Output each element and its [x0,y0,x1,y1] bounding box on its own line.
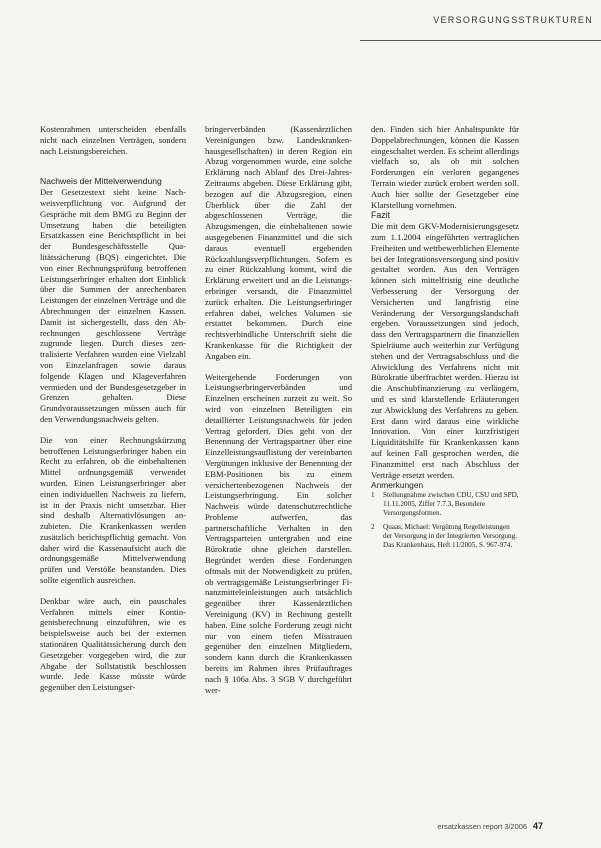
column-2 [205,124,352,695]
notes-title: Anmerkungen [371,480,424,491]
paragraph: den. Finden sich hier Anhaltspunkte für Doppelabrechnungen, können die Kassen eingeschaltet werden. Es scheint allerdings vielfach so, als ob mit solchen Forderungen ein verloren gegangenes Terrain wieder zurück erobert werden soll. Auch hier sollte der Gesetzgeber eine Klarstellung vornehmen. [371,124,519,210]
section-header: VERSORGUNGSSTRUKTUREN [433,15,593,25]
page-number: 47 [532,821,543,831]
footnote [371,491,519,518]
paragraph: bringerverbänden (Kassenärztlichen Vereinigungen bzw. Landeskrankenhausgesellschaften) in deren Region ein Abzug vorgenommen wurde, eine solche Erklärung nach Ablauf des Drei-Jahres-Zeitraums abgeben. Diese Erklärung gibt, bezogen auf die Abzugsregion, einen Überblick über die Zahl der abgeschlossenen Verträge, die Abzugsmengen, die einbehaltenen sowie ausgegebenen Finanzmittel und die sich daraus eventuell ergebenden Rückzahlungsverpflichtungen. Sofern es zu einer Rückzahlung kommt, wird die Erklärung erweitert und an die Leistungserbringer versandt, die Finanzmittel zurück erhalten. Die Leistungserbringer erfahren dabei, welches Volumen sie erstattet bekommen. Durch eine rechtsverbindliche Unterschrift sieht die Krankenkasse für die Richtigkeit der Angaben ein. [205,124,352,361]
paragraph: Denkbar wäre auch, ein pauschales Verfahren mittels einer Kontingentsberechnung einzuführen, wie es beispielsweise auch bei der externen stationären Qualitätssicherung durch den Gesetzgeber vorgegeben wird, die zur Abgabe der Sollstatistik beschlossen wurde. Jede Kasse müsste würde gegenüber den Leistungser- [40,595,186,693]
footnote [371,523,519,550]
page-footer [437,821,543,831]
column-3 [371,124,519,555]
header-rule [360,40,601,41]
paragraph: Der Gesetzestext sieht keine Nachweisverpflichtung vor. Aufgrund der Gespräche mit dem BMG zu Beginn der Umsetzung haben die beteiligten Ersatzkassen eine Berichtspflicht in bei der Bundesgeschäftsstelle Qualitätssicherung (BQS) eingerichtet. Die von einer Rechnungsprüfung betroffenen Leistungserbringer erhalten dort Einblick über die Summen der anrechenbaren Leistungen der einzelnen Verträge und die Abrechnungen der einzelnen Kassen. Damit ist sichergestellt, dass den Abrechnungen geschlossene Verträge zugrunde liegen. Durch dieses zentralisierte Verfahren wurden eine Vielzahl von Einzelanfragen sowie daraus folgende Klagen und Klageverfahren vermieden und der Bundesgesetzgeber in Grenzen gehalten. Diese Grundvoraussetzungen müssen auch für den Verwendungsnachweis gelten. [40,187,186,424]
subheading: Nachweis der Mittelverwendung [40,176,162,187]
paragraph: Weitergehende Forderungen von Leistungserbringerverbänden und Einzelnen erscheinen zurzeit zu weit. So wird von einzelnen Beteiligten ein detaillierter Leistungsnachweis für jeden Vertrag gefordert. Dies geht von der Benennung der Vertragspartner über eine Einzelleistungsauflistung der vereinbarten Vergütungen inklusive der Benennung der EBM-Positionen bis zu einem versichertenbezogenen Nachweis der Leistungserbringung. Ein solcher Nachweis würde datenschutzrechtliche Probleme aufwerfen, das partnerschaftliche Verhalten in den Vertragsparteien untergraben und eine Bürokratie ohne gleichen darstellen. Begründet werden diese Forderungen oftmals mit der Notwendigkeit zu prüfen, ob vertragsgemäße Leistungserbringer Finanzmitteleinleistungen auch tatsächlich gegenüber ihrer Kassenärztlichen Vereinigung (KV) in Rechnung gestellt haben. Eine solche Forderung zeugt nicht nur von einem tiefen Misstrauen gegenüber den einzelnen Mitgliedern, sondern kann durch die Krankenkassen bereits im Rahmen ihres Prüfauftrages nach § 106a Abs. 3 SGB V durchgeführt wer- [205,371,352,695]
column-1 [40,124,186,693]
footnote-number: 1 [371,491,375,500]
journal-name: ersatzkassen report 3/2006 [437,822,527,831]
footnote-number: 2 [371,523,375,532]
section-title-fazit: Fazit [371,210,391,221]
paragraph: Die von einer Rechnungskürzung betroffenen Leistungserbringer haben ein Recht zu erfahren, ob die einbehaltenen Mittel ordnungsgemäß verwendet wurden. Einen Leistungserbringer aber einen individuellen Nachweis zu liefern, ist in der Praxis nicht umsetzbar. Hier sind deshalb Alternativlösungen anzubieten. Die Krankenkassen werden zusätzlich berichtspflichtig gemacht. Von daher wird die Kassenaufsicht auch die ordnungsgemäße Mittelverwendung prüfen und Verstöße beanstanden. Dies sollte eigentlich ausreichen. [40,434,186,586]
paragraph: Die mit dem GKV-Modernisierungsgesetz zum 1.1.2004 eingeführten vertraglichen Freiheiten und wettbewerblichen Elemente bei der Integrationsversorgung sind positiv gestaltet worden. Aus den Verträgen können sich mittelfristig eine deutliche Verbesserung der Versorgung der Versicherten und langfristig eine Veränderung der Versorgungslandschaft ergeben. Voraussetzungen sind jedoch, dass den Vertragspartnern die finanziellen Spielräume auch weiterhin zur Verfügung stehen und der Vertragsabschluss und die Abwicklung des Verfahrens nicht mit Bürokratie überfrachtet werden. Hierzu ist die Anschubfinanzierung zu verlängern, und es sind klarstellende Erläuterungen zur Abwicklung des Verfahrens zu geben. Erst dann wird daraus eine wirkliche Innovation. Von einer kurzfristigen Liquiditätshilfe für Krankenkassen kann auf keinen Fall gesprochen werden, die Finanzmittel erst nach Abschluss der Verträge ersetzt werden. [371,221,519,480]
footnote-text: Stellungnahme zwischen CDU, CSU und SPD, 11.11.2005, Ziffer 7.7.3, Besondere Versorgungsformen. [383,491,519,518]
paragraph: Kostenrahmen unterscheiden ebenfalls nicht nach einzelnen Verträgen, sondern nach Leistungsbereichen. [40,124,186,156]
footnote-text: Quaas, Michael: Vergütung Regelleistungen der Versorgung in der Integrierten Versorgung. Das Krankenhaus, Heft 11/2005, S. 967-974. [383,523,518,550]
